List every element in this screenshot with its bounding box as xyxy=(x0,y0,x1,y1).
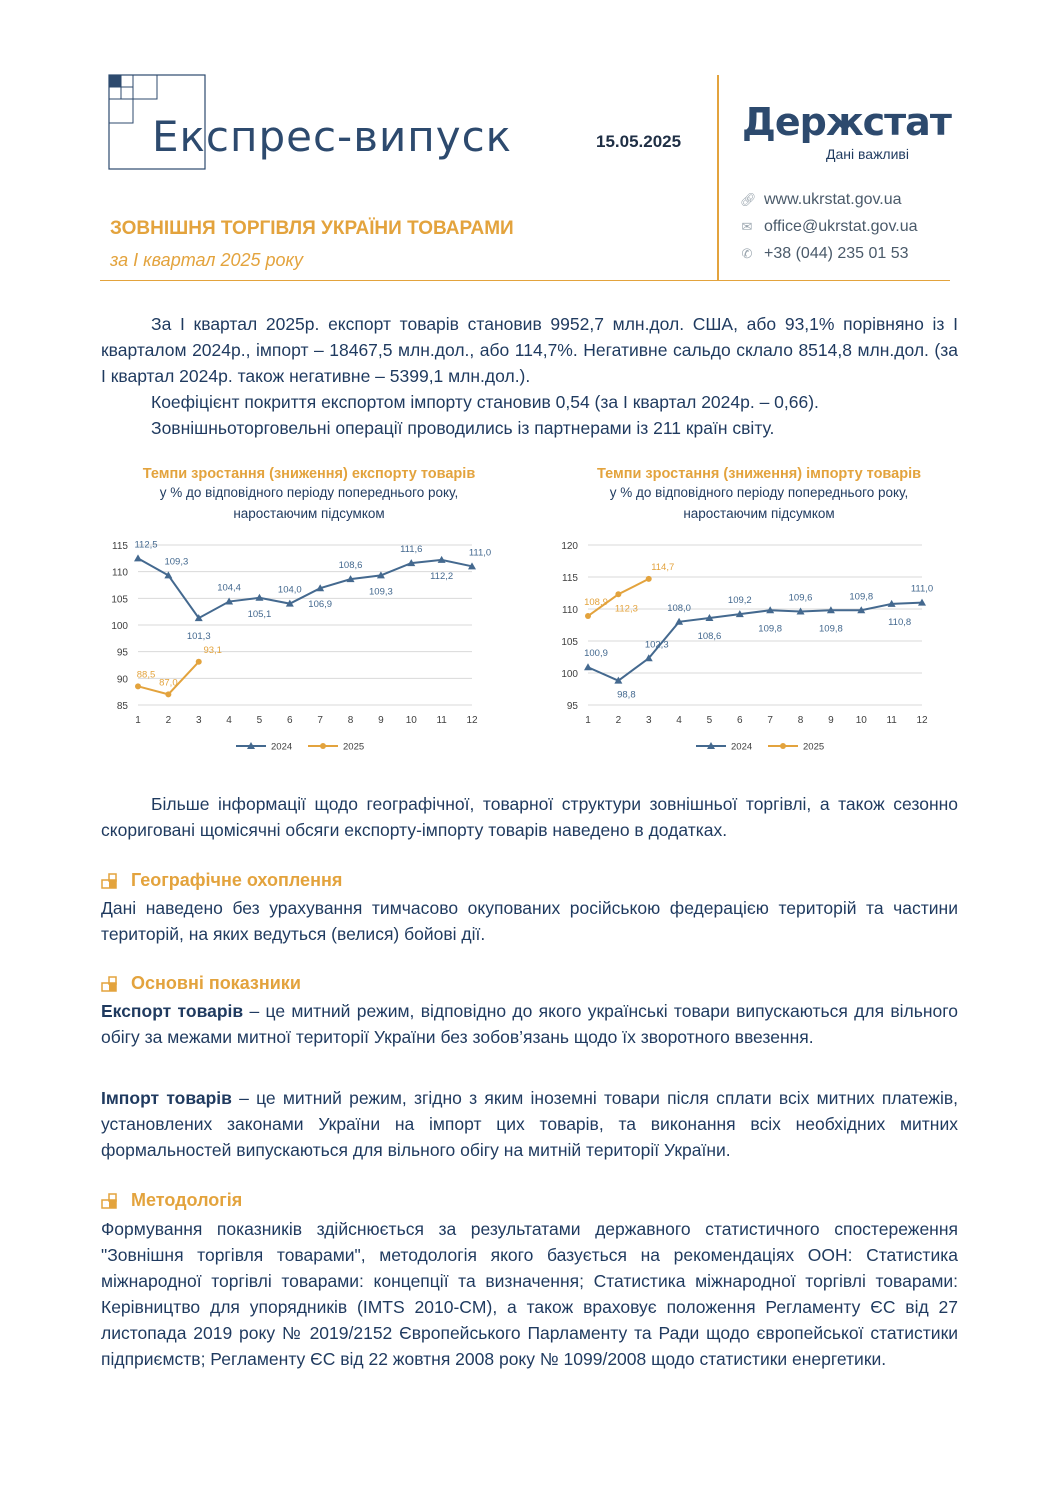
export-definition xyxy=(101,998,958,1050)
website-link[interactable]: www.ukrstat.gov.ua xyxy=(764,191,902,208)
methodology-heading-label: Методологія xyxy=(131,1190,243,1210)
y-tick-label: 85 xyxy=(116,701,128,712)
y-tick-label: 90 xyxy=(116,674,128,686)
x-tick-label: 3 xyxy=(195,715,202,726)
data-label: 104,4 xyxy=(217,582,241,594)
brand-name: Держстат xyxy=(742,100,951,144)
import-growth-chart xyxy=(550,530,970,760)
x-tick-label: 5 xyxy=(706,715,713,726)
header-divider-vertical xyxy=(717,75,719,280)
intro-paragraph-3: Зовнішньоторговельні операції проводились із партнерами із 211 країн світу. xyxy=(151,418,775,438)
indicators-heading xyxy=(101,973,301,994)
x-tick-label: 11 xyxy=(886,715,897,726)
x-tick-label: 5 xyxy=(256,715,263,726)
contact-email[interactable] xyxy=(740,218,918,236)
y-tick-label: 100 xyxy=(561,669,578,680)
x-tick-label: 8 xyxy=(347,715,354,726)
export-chart-header xyxy=(100,466,518,524)
geo-heading-label: Географічне охоплення xyxy=(131,870,343,890)
import-chart-subtitle-2: наростаючим підсумком xyxy=(683,506,835,521)
x-tick-label: 7 xyxy=(317,715,323,726)
export-chart-subtitle-2: наростаючим підсумком xyxy=(233,506,385,521)
intro-paragraph-2: Коефіцієнт покриття експортом імпорту становив 0,54 (за І квартал 2024р. – 0,66). xyxy=(151,392,819,412)
export-growth-chart xyxy=(100,530,520,760)
y-tick-label: 115 xyxy=(562,573,578,584)
report-period: за І квартал 2025 року xyxy=(110,250,304,270)
x-tick-label: 4 xyxy=(676,715,682,726)
data-label: 109,2 xyxy=(727,595,752,607)
series-line-2024 xyxy=(588,603,922,681)
y-tick-label: 95 xyxy=(566,701,578,712)
data-point xyxy=(196,659,202,665)
data-point xyxy=(585,613,591,619)
y-tick-label: 110 xyxy=(112,567,128,579)
data-point xyxy=(134,554,142,561)
data-label: 110,8 xyxy=(888,616,912,628)
y-tick-label: 120 xyxy=(561,541,578,552)
section-bullet-icon xyxy=(101,976,117,992)
methodology-paragraph: Формування показників здійснюється за результатами державного статистичного спостереження "Зовнішня торгівля товарами", методологія якого базується на рекомендаціях ООН: Статистика міжнародної торгівлі товарами: концепції та визначення; Статистика міжнародної торгівлі товарами: Керівництво для упорядників (IMTS 2010-CM), а також враховує положення Регламенту ЄС від 27 листопада 2019 року № 2019/2152 Європейського Парламенту та Ради щодо європейської статистики підприємств; Регламенту ЄС від 22 жовтня 2008 року № 1099/2008 щодо статистики енергетики. xyxy=(101,1219,958,1369)
release-date: 15.05.2025 xyxy=(596,132,682,151)
data-point xyxy=(615,591,621,597)
data-label: 114,7 xyxy=(651,561,675,573)
data-label: 111,6 xyxy=(400,544,423,556)
data-label: 87,0 xyxy=(159,677,178,689)
data-label: 109,8 xyxy=(758,623,783,635)
x-tick-label: 10 xyxy=(855,715,867,726)
data-label: 104,0 xyxy=(277,584,302,596)
x-tick-label: 9 xyxy=(828,715,834,726)
y-tick-label: 105 xyxy=(111,594,128,606)
import-definition xyxy=(101,1085,958,1163)
intro-paragraph-1: За І квартал 2025р. експорт товарів становив 9952,7 млн.дол. США, або 93,1% порівняно із І кварталом 2024р., імпорт – 18467,5 млн.дол., або 114,7%. Негативне сальдо склало 8514,8 млн.дол. (за І квартал 2024р. також негативне – 5399,1 млн.дол.). xyxy=(101,314,958,386)
x-tick-label: 9 xyxy=(378,715,384,726)
report-title: ЗОВНІШНЯ ТОРГІВЛЯ УКРАЇНИ ТОВАРАМИ xyxy=(110,218,514,239)
import-term: Імпорт товарів xyxy=(101,1088,232,1108)
phone-number: +38 (044) 235 01 53 xyxy=(764,245,909,262)
brand-tagline: Дані важливі xyxy=(826,146,909,162)
data-point xyxy=(646,576,652,582)
x-tick-label: 7 xyxy=(767,715,773,726)
link-icon: 🔗︎ xyxy=(740,192,757,207)
phone-icon: ✆ xyxy=(741,246,753,261)
y-tick-label: 105 xyxy=(561,637,578,648)
export-term: Експорт товарів xyxy=(101,1001,244,1021)
data-label: 112,3 xyxy=(614,603,638,615)
legend-label: 2025 xyxy=(803,741,825,753)
x-tick-label: 11 xyxy=(436,715,447,726)
y-tick-label: 110 xyxy=(562,605,578,616)
data-label: 102,3 xyxy=(644,639,669,651)
data-label: 109,8 xyxy=(819,623,843,635)
methodology-heading xyxy=(101,1190,242,1211)
header-divider-horizontal xyxy=(100,280,950,281)
data-label: 112,5 xyxy=(134,539,158,551)
mail-icon: ✉ xyxy=(741,219,753,234)
data-label: 101,3 xyxy=(186,631,211,643)
legend-label: 2024 xyxy=(731,741,753,753)
x-tick-label: 2 xyxy=(165,715,172,726)
email-link[interactable]: office@ukrstat.gov.ua xyxy=(764,218,918,235)
x-tick-label: 4 xyxy=(226,715,232,726)
geo-heading xyxy=(101,870,342,891)
x-tick-label: 6 xyxy=(737,715,743,726)
x-tick-label: 6 xyxy=(287,715,293,726)
more-info-paragraph: Більше інформації щодо географічної, товарної структури зовнішньої торгівлі, а також сезонно скориговані щомісячні обсяги експорту-імпорту товарів наведено в додатках. xyxy=(101,794,958,840)
express-release-title: Експрес-випуск xyxy=(152,112,513,161)
export-definition-text: – це митний режим, відповідно до якого українські товари випускаються для вільного обігу за межами митної території України без зобов’язань щодо їх зворотного ввезення. xyxy=(101,1001,958,1047)
legend-label: 2024 xyxy=(271,741,293,753)
data-label: 109,3 xyxy=(164,556,189,568)
import-definition-text: – це митний режим, згідно з яким іноземні товари після сплати всіх митних платежів, установлених законами України на імпорт цих товарів, та виконання всіх необхідних митних формальностей випускаються для вільного обігу на митній території України. xyxy=(101,1088,958,1160)
x-tick-label: 1 xyxy=(135,715,141,726)
data-label: 109,6 xyxy=(788,592,813,604)
x-tick-label: 12 xyxy=(916,715,928,726)
data-label: 88,5 xyxy=(136,669,156,681)
x-tick-label: 10 xyxy=(405,715,417,726)
data-label: 106,9 xyxy=(308,599,333,611)
section-bullet-icon xyxy=(101,873,117,889)
x-tick-label: 2 xyxy=(615,715,622,726)
legend-label: 2025 xyxy=(343,741,365,753)
import-chart-header xyxy=(550,466,968,524)
data-label: 108,0 xyxy=(667,602,691,614)
data-point xyxy=(165,691,171,697)
export-chart-subtitle-1: у % до відповідного періоду попереднього року, xyxy=(159,485,459,500)
contact-phone xyxy=(740,245,909,263)
import-chart-title: Темпи зростання (зниження) імпорту товарів xyxy=(596,466,922,482)
indicators-heading-label: Основні показники xyxy=(131,973,301,993)
data-point xyxy=(584,663,592,670)
x-tick-label: 8 xyxy=(797,715,804,726)
y-tick-label: 95 xyxy=(116,647,128,659)
contact-website[interactable] xyxy=(740,191,902,209)
data-label: 109,3 xyxy=(369,586,393,598)
data-label: 108,6 xyxy=(338,560,363,572)
legend-marker xyxy=(780,743,786,749)
legend-marker xyxy=(320,743,326,749)
y-tick-label: 100 xyxy=(111,621,128,632)
data-label: 100,9 xyxy=(584,648,608,660)
data-label: 112,2 xyxy=(430,570,454,582)
export-chart-title: Темпи зростання (зниження) експорту товарів xyxy=(142,466,476,482)
data-point xyxy=(135,683,141,689)
data-label: 111,0 xyxy=(468,547,492,559)
data-label: 109,8 xyxy=(849,591,874,603)
y-tick-label: 115 xyxy=(112,541,128,552)
import-chart-subtitle-1: у % до відповідного періоду попереднього року, xyxy=(609,485,909,500)
data-label: 108,6 xyxy=(697,630,722,642)
x-tick-label: 1 xyxy=(585,715,591,726)
section-bullet-icon xyxy=(101,1193,117,1209)
x-tick-label: 3 xyxy=(645,715,652,726)
x-tick-label: 12 xyxy=(466,715,478,726)
data-label: 105,1 xyxy=(247,608,272,620)
data-label: 98,8 xyxy=(617,689,636,701)
data-label: 108,9 xyxy=(584,597,608,609)
data-label: 111,0 xyxy=(910,583,934,595)
geo-paragraph: Дані наведено без урахування тимчасово окупованих російською федерацією територій та частини територій, на яких ведуться (велися) бойові дії. xyxy=(101,898,958,944)
data-label: 93,1 xyxy=(203,644,222,656)
